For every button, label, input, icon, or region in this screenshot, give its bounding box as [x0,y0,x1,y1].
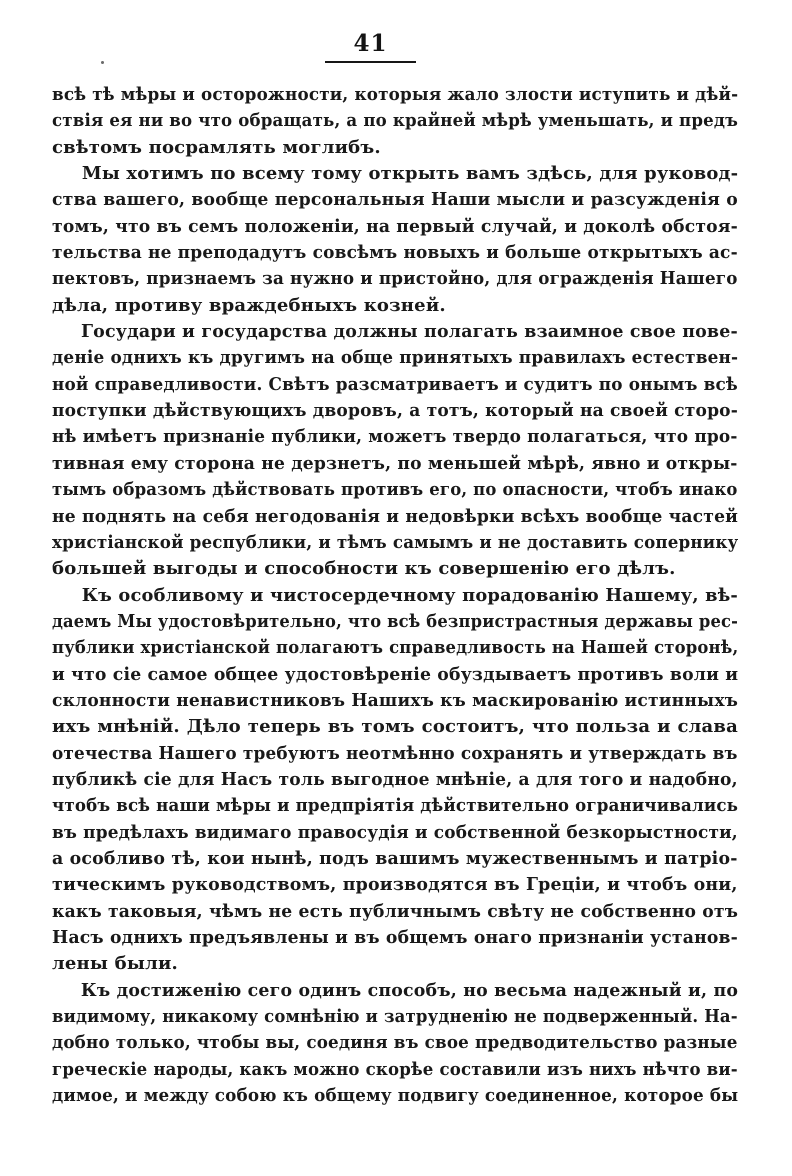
text-line: поступки дѣйствующихъ дворовъ, а тотъ, который на своей сторо- [52,400,739,422]
text-line: всѣ тѣ мѣры и осторожности, которыя жало злости иступить и дѣй- [52,84,739,105]
text-line: ствія ея ни во что обращать, а по крайней мѣрѣ уменьшать, и предъ [52,110,739,132]
text-line: большей выгоды и способности къ совершенію его дѣлъ. [52,558,676,580]
text-line: даемъ Мы удостовѣрительно, что всѣ безпристрастныя державы рес- [52,610,739,632]
text-line: и что сіе самое общее удостовѣреніе обуздываетъ противъ воли и [52,663,739,685]
text-line: чтобъ всѣ наши мѣры и предпріятія дѣйствительно ограничивались [52,795,739,817]
text-line: томъ, что въ семъ положеніи, на первый случай, и доколѣ обстоя- [52,215,738,237]
text-line: тическимъ руководствомъ, производятся въ Греціи, и чтобъ они, [52,874,738,896]
scan-speck [101,61,104,64]
text-line: греческіе народы, какъ можно скорѣе составили изъ нихъ нѣчто ви- [52,1058,738,1080]
paragraph [52,319,738,582]
text-line: Мы хотимъ по всему тому открыть вамъ здѣсь, для руковод- [81,163,739,185]
text-line: нѣ имѣетъ признаніе публики, можетъ твердо полагаться, что про- [52,426,738,448]
text-line: публики христіанской полагаютъ справедливость на Нашей сторонѣ, [52,637,739,659]
text-line: лены были. [52,953,178,975]
page-text [52,82,738,1109]
text-line: какъ таковыя, чѣмъ не есть публичнымъ свѣту не собственно отъ [52,900,739,922]
text-line: склонности ненавистниковъ Нашихъ къ маскированію истинныхъ [52,689,738,711]
paragraph [52,161,738,319]
text-line: тивная ему сторона не дерзнетъ, по меньшей мѣрѣ, явно и откры- [52,452,738,474]
text-line: христіанской республики, и тѣмъ самымъ и не доставить сопернику [52,531,739,553]
text-line: дѣла, противу враждебныхъ козней. [52,294,446,316]
text-line: ства вашего, вообще персональныя Наши мысли и разсужденія о [52,189,738,211]
paragraph [52,978,738,1110]
text-line: Къ достиженію сего одинъ способъ, но весьма надежный и, по [80,979,739,1001]
paragraph [52,583,738,978]
text-line: тымъ образомъ дѣйствовать противъ его, по опасности, чтобъ инако [52,479,738,501]
text-line: пектовъ, признаемъ за нужно и пристойно, для огражденія Нашего [52,268,738,290]
paragraph [52,82,738,161]
text-line: не поднять на себя негодованія и недовѣрки всѣхъ вообще частей [52,505,739,527]
text-line: свѣтомъ посрамлять моглибъ. [52,136,381,158]
text-line: въ предѣлахъ видимаго правосудія и собственной безкорыстности, [52,821,738,843]
text-line: отечества Нашего требуютъ неотмѣнно сохранять и утверждать въ [52,742,738,764]
text-line: димое, и между собою къ общему подвигу соединенное, которое бы [52,1085,739,1107]
text-line: деніе однихъ къ другимъ на обще принятыхъ правилахъ естествен- [52,347,739,369]
text-line: видимому, никакому сомнѣнію и затрудненію не подверженный. На- [52,1006,738,1028]
text-line: а особливо тѣ, кои нынѣ, подъ вашимъ мужественнымъ и патріо- [52,847,738,869]
text-line: Насъ однихъ предъявлены и въ общемъ онаго признаніи установ- [52,927,739,948]
text-line: Къ особливому и чистосердечному порадованію Нашему, вѣ- [81,584,739,606]
header-rule [325,61,416,63]
text-line: добно только, чтобы вы, соединя въ свое предводительство разные [52,1032,738,1054]
text-line: тельства не преподадутъ совсѣмъ новыхъ и больше открытыхъ ас- [52,242,738,264]
page-number: 41 [353,30,388,57]
text-line: публикѣ сіе для Насъ толь выгодное мнѣніе, а для того и надобно, [52,768,738,790]
text-line: Государи и государства должны полагать взаимное свое пове- [80,321,738,343]
text-line: ной справедливости. Свѣтъ разсматриваетъ и судитъ по онымъ всѣ [52,373,738,395]
text-line: ихъ мнѣній. Дѣло теперь въ томъ состоитъ, что польза и слава [52,716,738,738]
